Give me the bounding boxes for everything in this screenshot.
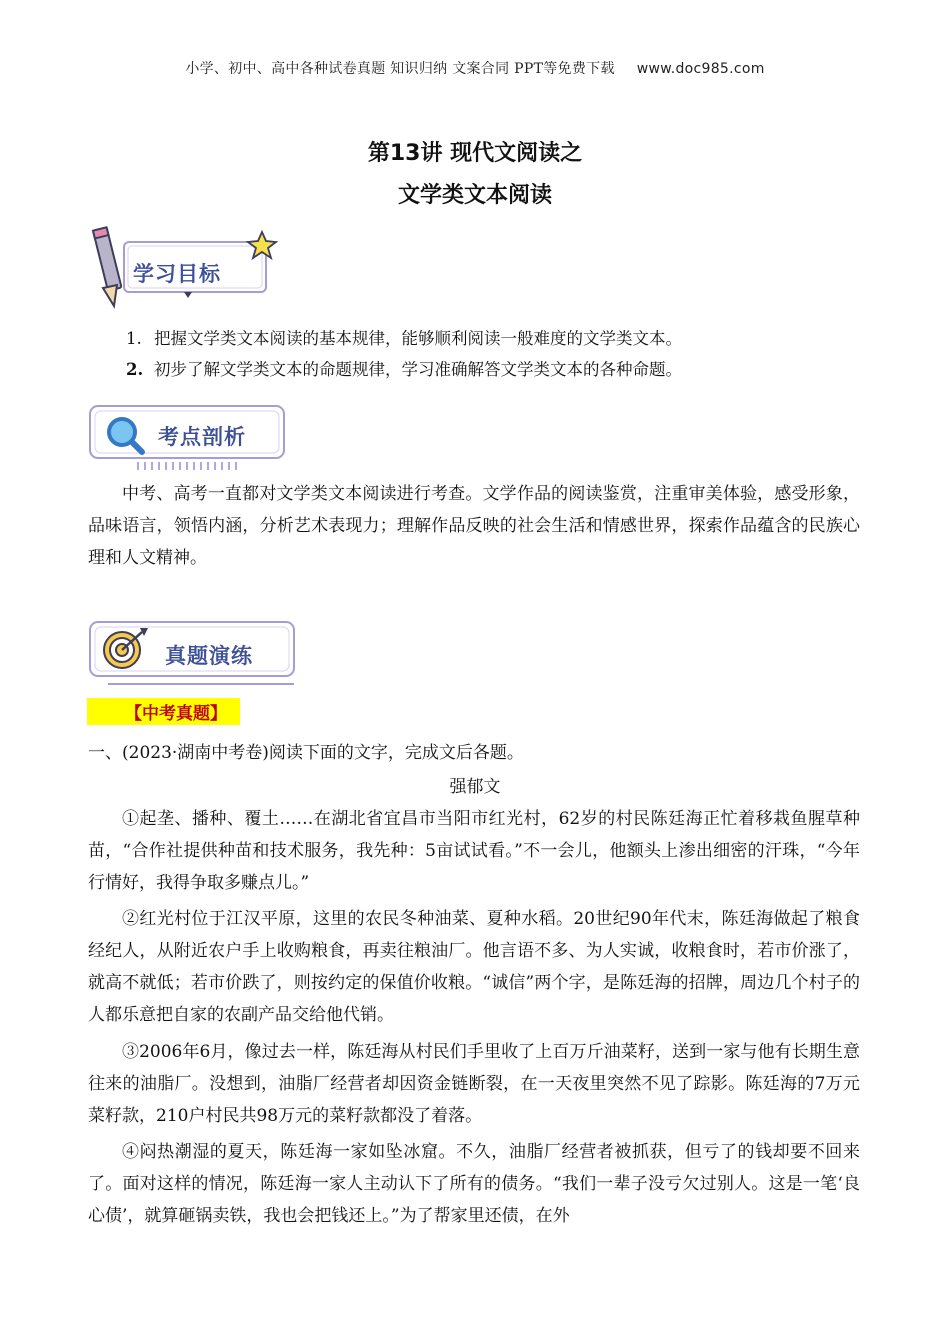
passage-paragraph: ②红光村位于江汉平原，这里的农民冬种油菜、夏种水稻。20世纪90年代末，陈廷海做起了粮食经纪人，从附近农户手上收购粮食，再卖往粮油厂。他言语不多、为人实诚，收粮食时，若市价涨了，就高不就低；若市价跌了，则按约定的保值价收粮。“诚信”两个字，是陈廷海的招牌，周边几个村子的人都乐意把自家的农副产品交给他代销。 (88, 909, 860, 1025)
objective-number: 2. (126, 360, 144, 379)
lecture-title-line2: 文学类文本阅读 (397, 183, 552, 208)
objective-number: 1. (126, 329, 142, 348)
objective-text: 把握文学类文本阅读的基本规律，能够顺利阅读一般难度的文学类文本。 (154, 329, 682, 348)
lecture-title-line1: 第13讲 现代文阅读之 (367, 141, 583, 166)
objective-item (126, 357, 682, 383)
header-text: 小学、初中、高中各种试卷真题 知识归纳 文案合同 PPT等免费下载 (185, 61, 615, 77)
passage-paragraph: ①起垄、播种、覆土……在湖北省宜昌市当阳市红光村，62岁的村民陈廷海正忙着移栽鱼腥草种苗，“合作社提供种苗和技术服务，我先种：5亩试试看。”不一会儿，他额头上渗出细密的汗珠，“今年行情好，我得争取多赚点儿。” (88, 809, 860, 893)
passage-paragraph: ④闷热潮湿的夏天，陈廷海一家如坠冰窟。不久，油脂厂经营者被抓获，但亏了的钱却要不回来了。面对这样的情况，陈廷海一家人主动认下了所有的债务。“我们一辈子没亏欠过别人。这是一笔‘良心债’，就算砸锅卖铁，我也会把钱还上。”为了帮家里还债，在外 (88, 1142, 860, 1226)
practice-badge-label: 真题演练 (165, 644, 253, 668)
passage-title: 强郁文 (449, 777, 501, 797)
analysis-badge-label: 考点剖析 (158, 425, 246, 449)
exam-label: 【中考真题】 (125, 704, 227, 724)
analysis-paragraph: 中考、高考一直都对文学类文本阅读进行考查。文学作品的阅读鉴赏，注重审美体验，感受形象，品味语言，领悟内涵，分析艺术表现力；理解作品反映的社会生活和情感世界，探索作品蕴含的民族心理和人文精神。 (88, 484, 860, 568)
objective-item (126, 326, 682, 352)
page-header (0, 58, 950, 78)
passage-paragraph: ③2006年6月，像过去一样，陈廷海从村民们手里收了上百万斤油菜籽，送到一家与他有长期生意往来的油脂厂。没想到，油脂厂经营者却因资金链断裂，在一天夜里突然不见了踪影。陈廷海的7万元菜籽款，210户村民共98万元的菜籽款都没了着落。 (88, 1042, 860, 1126)
pencil-icon (93, 227, 122, 306)
objective-text: 初步了解文学类文本的命题规律，学习准确解答文学类文本的各种命题。 (154, 360, 682, 379)
goals-badge-label: 学习目标 (133, 262, 221, 286)
question-prompt: 一、(2023·湖南中考卷)阅读下面的文字，完成文后各题。 (88, 743, 524, 763)
header-url[interactable]: www.doc985.com (636, 61, 765, 77)
